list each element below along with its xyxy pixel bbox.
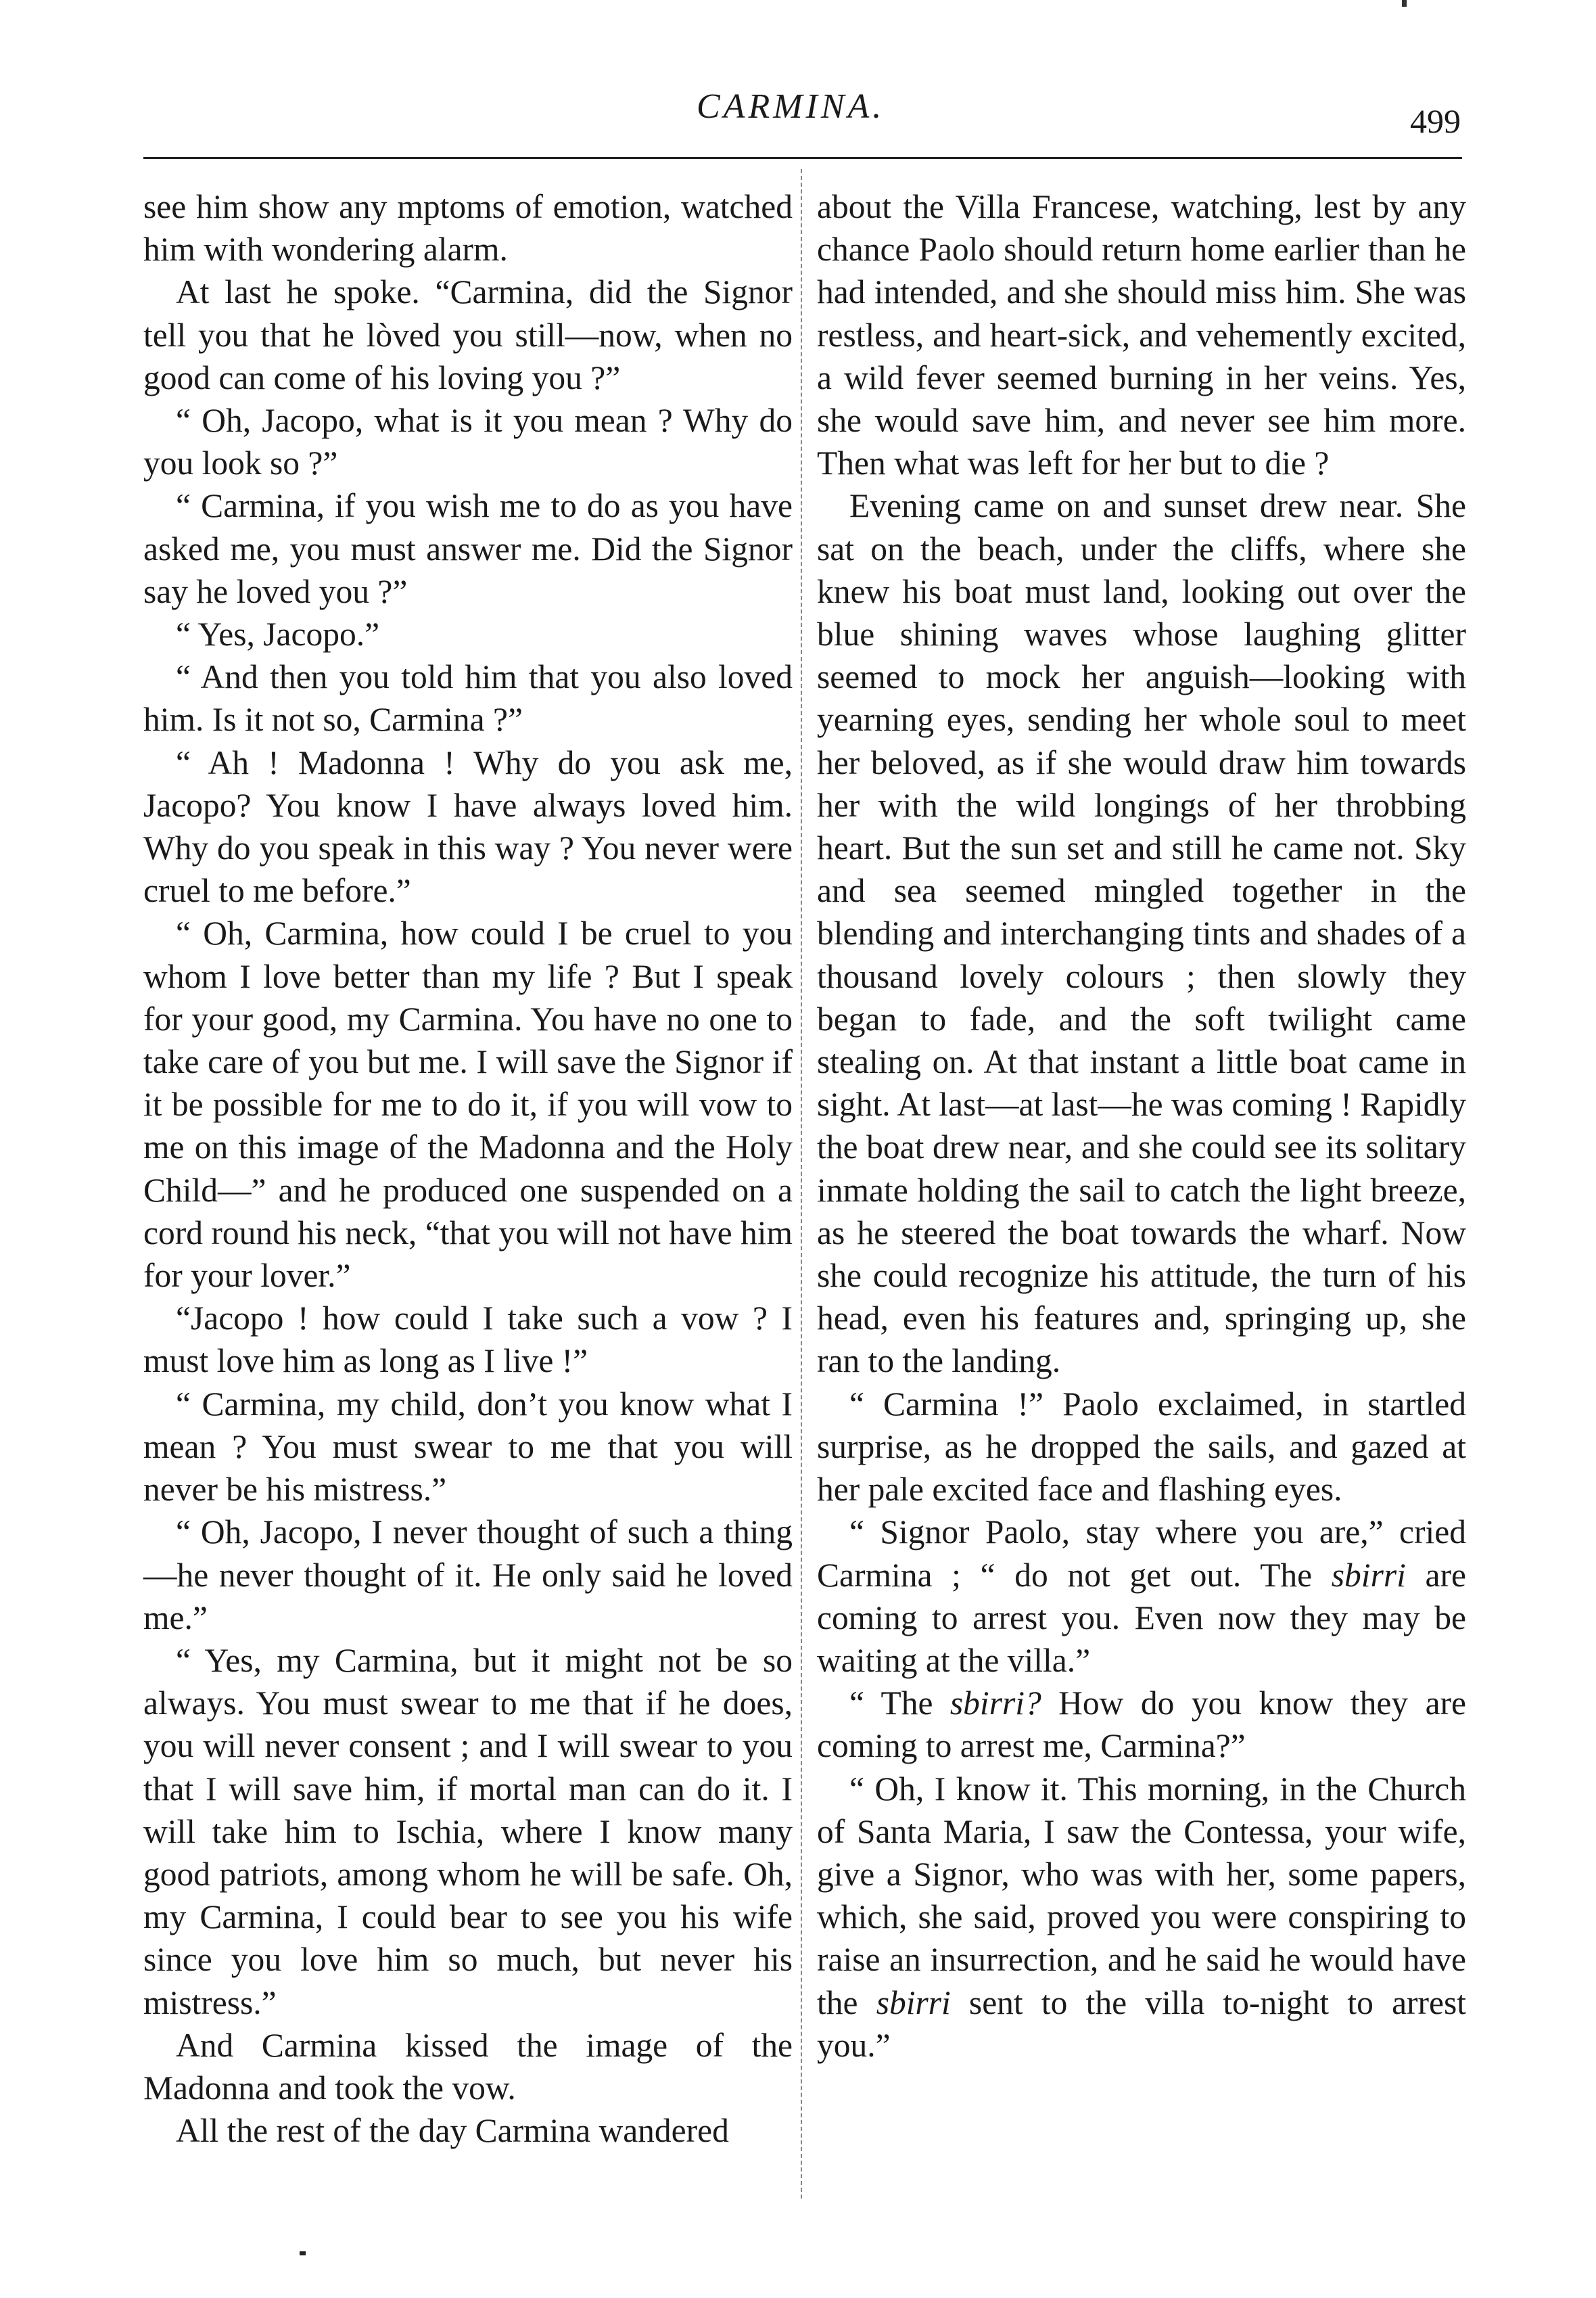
paragraph: see him show any mptoms of emotion, watched him with wondering alarm. bbox=[143, 188, 793, 269]
running-title: CARMINA. bbox=[697, 87, 885, 126]
paragraph: “ Carmina, if you wish me to do as you have asked me, you must answer me. Did the Signor say he loved you ?” bbox=[143, 487, 793, 610]
paragraph bbox=[817, 1682, 1466, 1767]
left-column bbox=[143, 185, 793, 2152]
paragraph: about the Villa Francese, watching, lest by any chance Paolo should return home earlier than he had intended, and she should miss him. She was restless, and heart-sick, and vehemently excited, a wild fever seemed burning in her veins. Yes, she would save him, and never see him more. Then what was left for her but to die ? bbox=[817, 188, 1466, 482]
italic-term: sbirri bbox=[1331, 1556, 1406, 1594]
paragraph: “Jacopo ! how could I take such a vow ? I must love him as long as I live !” bbox=[143, 1300, 793, 1380]
header-rule bbox=[143, 157, 1462, 159]
right-column bbox=[817, 185, 1466, 2067]
column-divider bbox=[801, 169, 802, 2199]
paragraph bbox=[817, 1768, 1466, 2067]
paragraph: And Carmina kissed the image of the Madonna and took the vow. bbox=[143, 2026, 793, 2107]
paragraph: “ Oh, Jacopo, I never thought of such a thing—he never thought of it. He only said he loved me.” bbox=[143, 1513, 793, 1636]
text-run: sent to the villa to-night to arrest you.” bbox=[817, 1983, 1466, 2064]
paragraph: “ Oh, Carmina, how could I be cruel to you whom I love better than my life ? But I speak for your good, my Carmina. You have no one to take care of you but me. I will save the Signor if it be possible for me to do it, if you will vow to me on this image of the Madonna and the Holy Child—” and he produced one suspended on a cord round his neck, “that you will not have him for your lover.” bbox=[143, 915, 793, 1295]
paragraph: Evening came on and sunset drew near. She sat on the beach, under the cliffs, where she knew his boat must land, looking out over the blue shining waves whose laughing glitter seemed to mock her anguish—looking with yearning eyes, sending her whole soul to meet her beloved, as if she would draw him towards her with the wild longings of her throbbing heart. But the sun set and still he came not. Sky and sea seemed mingled together in the blending and interchanging tints and shades of a thousand lovely colours ; then slowly they began to fade, and the soft twilight came stealing on. At that instant a little boat came in sight. At last—at last—he was coming ! Rapidly the boat drew near, and she could see its solitary inmate holding the sail to catch the light breeze, as he steered the boat towards the wharf. Now she could recognize his attitude, the turn of his head, even his features and, springing up, she ran to the landing. bbox=[817, 487, 1466, 1380]
paragraph: “ And then you told him that you also loved him. Is it not so, Carmina ?” bbox=[143, 658, 793, 739]
paragraph: All the rest of the day Carmina wandered bbox=[176, 2112, 729, 2150]
text-run: How do you know they are coming to arrest me, Carmina?” bbox=[817, 1684, 1466, 1765]
paragraph: “ Yes, my Carmina, but it might not be so always. You must swear to me that if he does, you will never consent ; and I will swear to you that I will save him, if mortal man can do it. I will take him to Ischia, where I know many good patriots, among whom he will be safe. Oh, my Carmina, I could bear to see you his wife since you love him so much, but never his mistress.” bbox=[143, 1641, 793, 2021]
text-run: “ Oh, I know it. This morning, in the Church of Santa Maria, I saw the Contessa, your wife, give a Signor, who was with her, some papers, which, she said, proved you were conspiring to raise an insurrection, and he said he would have the bbox=[817, 1770, 1466, 2021]
paragraph: “ Yes, Jacopo.” bbox=[176, 616, 380, 653]
print-speck bbox=[300, 2251, 306, 2255]
paragraph: “ Carmina !” Paolo exclaimed, in startled surprise, as he dropped the sails, and gazed at her pale excited face and flashing eyes. bbox=[817, 1385, 1466, 1509]
text-run: are coming to arrest you. Even now they may be waiting at the villa.” bbox=[817, 1556, 1466, 1679]
text-run: “ The bbox=[849, 1684, 950, 1722]
paragraph bbox=[817, 1511, 1466, 1682]
paragraph: “ Oh, Jacopo, what is it you mean ? Why do you look so ?” bbox=[143, 402, 793, 482]
page-number: 499 bbox=[1410, 102, 1461, 140]
print-speck bbox=[1402, 0, 1407, 7]
paragraph: At last he spoke. “Carmina, did the Signor tell you that he lòved you still—now, when no good can come of his loving you ?” bbox=[143, 273, 793, 396]
paragraph: “ Ah ! Madonna ! Why do you ask me, Jacopo? You know I have always loved him. Why do you speak in this way ? You never were cruel to me before.” bbox=[143, 743, 793, 910]
italic-term: sbirri bbox=[876, 1983, 951, 2021]
text-run: “ Signor Paolo, stay where you are,” cried Carmina ; “ do not get out. The bbox=[817, 1513, 1466, 1594]
paragraph: “ Carmina, my child, don’t you know what I mean ? You must swear to me that you will never be his mistress.” bbox=[143, 1385, 793, 1509]
italic-term: sbirri? bbox=[949, 1684, 1041, 1722]
